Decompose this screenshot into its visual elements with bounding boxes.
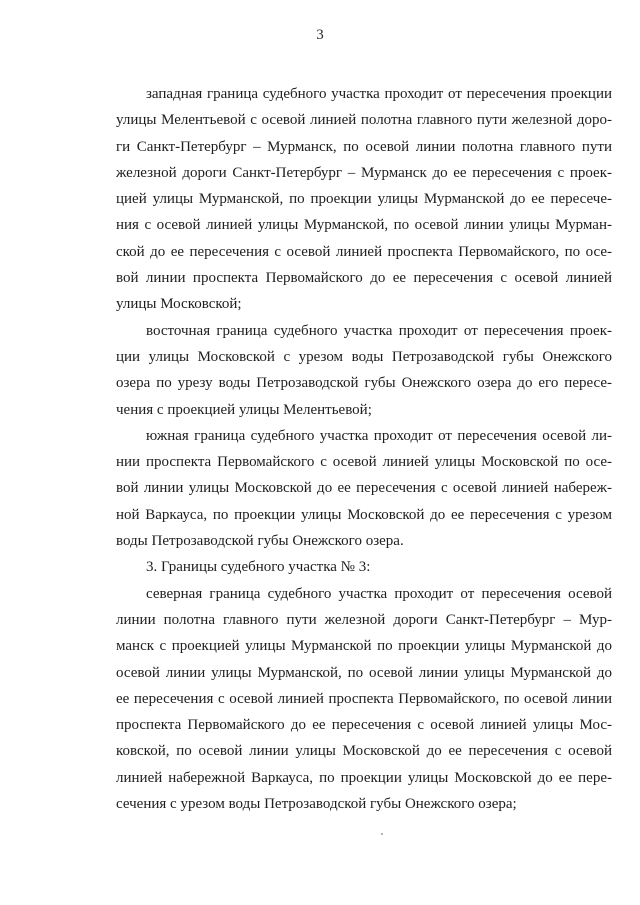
text-line: озера по урезу воды Петрозаводской губы Онежского озера до его пересе- [116,375,612,392]
text-line: южная граница судебного участка проходит от пересечения осевой ли- [146,427,612,444]
text-line: чения с проекцией улицы Мелентьевой; [116,401,372,418]
text-line: западная граница судебного участка проходит от пересечения проекции [146,86,612,102]
text-line: улицы Мелентьевой с осевой линией полотна главного пути железной доро- [116,112,612,129]
text-line: осевой линии улицы Мурманской, по осевой линии улицы Мурманской до [116,664,612,681]
text-line: ния с осевой линией улицы Мурманской, по осевой линии улицы Мурман- [116,217,612,234]
text-line: железной дороги Санкт-Петербург – Мурманск до ее пересечения с проек- [116,164,612,181]
text-line: ции улицы Московской с урезом воды Петрозаводской губы Онежского [116,348,612,365]
text-line: ги Санкт-Петербург – Мурманск, по осевой линии полотна главного пути [116,138,612,155]
text-line: северная граница судебного участка проходит от пересечения осевой [146,585,612,602]
text-line: линией набережной Варкауса, по проекции улицы Московской до ее пере- [116,769,612,786]
paragraph [116,560,612,575]
text-line: манск с проекцией улицы Мурманской по проекции улицы Мурманской до [116,638,612,655]
paragraph [116,587,612,812]
text-line: сечения с урезом воды Петрозаводской губы Онежского озера; [116,796,517,813]
text-line: проспекта Первомайского до ее пересечения с осевой линией улицы Мос- [116,717,612,734]
text-line: вой линии улицы Московской до ее пересечения с осевой линией набереж- [116,480,612,497]
text-line: ее пересечения с осевой линией проспекта Первомайского, по осевой линии [116,690,612,707]
text-line: ковской, по осевой линии улицы Московской до ее пересечения с осевой [116,743,612,760]
text-line: вой линии проспекта Первомайского до ее пересечения с осевой линией [116,270,612,287]
text-line: улицы Московской; [116,296,242,313]
scan-speck [381,833,383,835]
text-line: ной Варкауса, по проекции улицы Московской до ее пересечения с урезом [116,506,612,523]
paragraph [116,87,612,312]
paragraph [116,324,612,418]
text-line: воды Петрозаводской губы Онежского озера. [116,533,404,550]
text-line: ской до ее пересечения с осевой линией проспекта Первомайского, по осе- [116,243,612,260]
paragraph [116,429,612,549]
page-number: 3 [316,27,324,43]
text-line: 3. Границы судебного участка № 3: [146,559,371,576]
text-line: восточная граница судебного участка проходит от пересечения проек- [146,322,612,339]
document-body [116,87,612,823]
text-line: цией улицы Мурманской, по проекции улицы Мурманской до ее пересече- [116,191,612,208]
text-line: нии проспекта Первомайского с осевой линией улицы Московской по осе- [116,454,612,471]
text-line: линии полотна главного пути железной дороги Санкт-Петербург – Мур- [116,611,612,628]
